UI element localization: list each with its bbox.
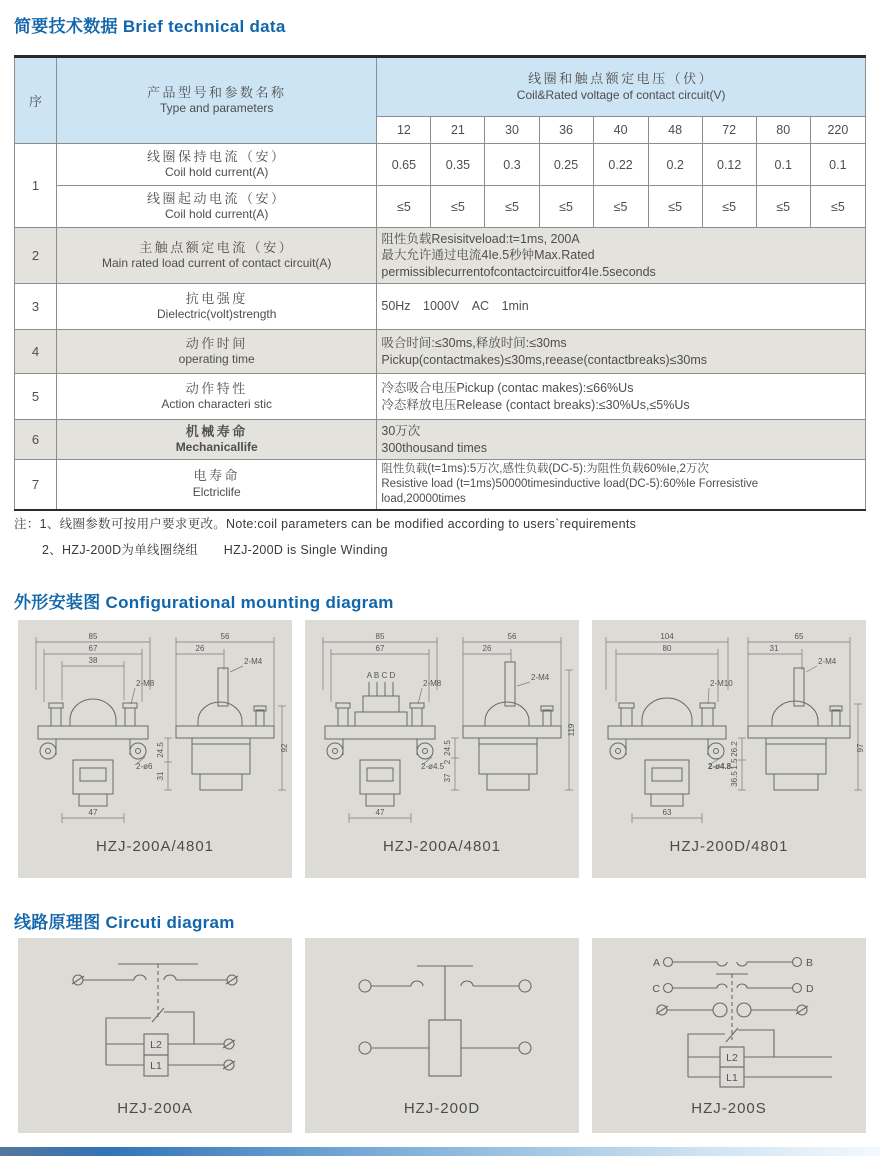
row4-cn: 动作时间 xyxy=(185,335,248,351)
row3-seq: 3 xyxy=(15,284,57,330)
col-header-voltage-cn: 线圈和触点额定电压（伏） xyxy=(528,71,715,87)
row6-value xyxy=(377,420,866,460)
row2-name xyxy=(57,228,377,284)
mounting-drawing-hzj200a xyxy=(18,620,292,830)
row2-line2: 最大允许通过电流4Ie.5秒钟Max.Rated xyxy=(381,248,595,263)
coil-label-l1: L1 xyxy=(726,1072,738,1084)
terminal-d-label: D xyxy=(806,983,814,995)
hold-value: 0.2 xyxy=(648,144,702,186)
row7-seq: 7 xyxy=(15,460,57,510)
row4-value xyxy=(377,330,866,374)
dim-side-v1: 24.5 xyxy=(443,740,452,756)
circuit-drawing-hzj200a xyxy=(18,946,292,1096)
row2-line1: 阻性负载Resisitveload:t=1ms, 200A xyxy=(381,232,580,247)
row1-start-name xyxy=(57,186,377,228)
row7-line2: Resistive load (t=1ms)50000timesinductive load(DC-5):60%Ie Forresistive xyxy=(381,477,759,490)
dim-side-v3: 37 xyxy=(443,773,452,783)
row5-cn: 动作特性 xyxy=(185,380,248,396)
circuit-panel-2 xyxy=(305,938,579,1133)
hold-value: 0.25 xyxy=(539,144,593,186)
start-value: ≤5 xyxy=(485,186,539,228)
start-value: ≤5 xyxy=(431,186,485,228)
voltage-col-48: 48 xyxy=(648,117,702,144)
dim-side-screw: 2-M4 xyxy=(244,657,263,666)
technical-data-table xyxy=(14,55,866,511)
start-value: ≤5 xyxy=(810,186,865,228)
row4-line2: Pickup(contactmakes)≤30ms,reease(contactbreaks)≤30ms xyxy=(381,352,708,367)
coil-label-l1: L1 xyxy=(150,1060,162,1072)
dim-side-v3: 36.5 xyxy=(730,771,739,787)
voltage-col-36: 36 xyxy=(539,117,593,144)
row5-value xyxy=(377,374,866,420)
dim-front-bottom: 47 xyxy=(88,808,98,817)
dim-front-bolt: 2-M8 xyxy=(136,679,155,688)
voltage-col-12: 12 xyxy=(377,117,431,144)
circuit-panel-1 xyxy=(18,938,292,1133)
row3-cn: 抗电强度 xyxy=(185,290,248,306)
dim-side-w2: 26 xyxy=(482,644,492,653)
mounting-panel-1-label: HZJ-200A/4801 xyxy=(95,838,215,855)
note-2: 2、HZJ-200D为单线圈绕组 HZJ-200D is Single Winding xyxy=(42,543,388,557)
dim-side-w2: 26 xyxy=(195,644,205,653)
circuit-panel-3-label: HZJ-200S xyxy=(691,1100,767,1117)
mounting-title: 外形安装图 Configurational mounting diagram xyxy=(14,593,394,612)
row1-start-cn: 线圈起动电流（安） xyxy=(146,190,287,206)
dim-side-w1: 56 xyxy=(507,632,517,641)
dim-side-v1: 24.5 xyxy=(156,742,165,758)
dim-side-height: 97 xyxy=(856,743,865,753)
row6-cn: 机械寿命 xyxy=(185,423,248,439)
dim-side-height: 92 xyxy=(280,743,289,753)
row7-line3: load,20000times xyxy=(381,492,466,505)
hold-value: 0.65 xyxy=(377,144,431,186)
row3-line1: 50Hz 1000V AC 1min xyxy=(381,299,529,314)
dim-side-v2: 1.5 xyxy=(730,758,739,770)
start-value: ≤5 xyxy=(377,186,431,228)
row5-name xyxy=(57,374,377,420)
mounting-panel-3 xyxy=(592,620,866,878)
dim-side-w1: 65 xyxy=(794,632,804,641)
dim-side-v2: 2 xyxy=(443,759,452,765)
row1-start-en: Coil hold current(A) xyxy=(165,207,269,222)
voltage-col-30: 30 xyxy=(485,117,539,144)
row6-line2: 300thousand times xyxy=(381,440,488,455)
hold-value: 0.1 xyxy=(756,144,810,186)
dim-side-w2: 31 xyxy=(769,644,779,653)
dim-front-w2: 80 xyxy=(662,644,672,653)
mounting-panel-2-label: HZJ-200A/4801 xyxy=(382,838,502,855)
col-header-voltage-en: Coil&Rated voltage of contact circuit(V) xyxy=(516,87,726,102)
mounting-panel-3-label: HZJ-200D/4801 xyxy=(669,838,789,855)
row5-line1: 冷态吸合电压Pickup (contac makes):≤66%Us xyxy=(381,381,634,396)
row5-line2: 冷态释放电压Release (contact breaks):≤30%Us,≤5%Us xyxy=(381,397,690,412)
row5-seq: 5 xyxy=(15,374,57,420)
row4-name xyxy=(57,330,377,374)
row7-name xyxy=(57,460,377,510)
row1-seq: 1 xyxy=(15,144,57,228)
row2-line3: permissiblecurrentofcontactcircuitfor4Ie.5seconds xyxy=(381,264,656,279)
row4-line1: 吸合时间:≤30ms,释放时间:≤30ms xyxy=(381,336,567,351)
start-value: ≤5 xyxy=(539,186,593,228)
dim-front-hole: 2-ø4.8 xyxy=(708,762,732,771)
dim-front-hole: 2-ø4.5 xyxy=(421,762,445,771)
col-header-type-en: Type and parameters xyxy=(160,101,274,116)
start-value: ≤5 xyxy=(648,186,702,228)
row4-en: operating time xyxy=(178,352,255,367)
circuit-title: 线路原理图 Circuti diagram xyxy=(14,913,235,932)
start-value: ≤5 xyxy=(702,186,756,228)
dim-front-w2: 67 xyxy=(88,644,98,653)
col-header-voltage xyxy=(377,57,866,117)
start-value: ≤5 xyxy=(756,186,810,228)
dim-side-screw: 2-M4 xyxy=(818,657,837,666)
row2-en: Main rated load current of contact circuit(A) xyxy=(101,256,332,271)
coil-label-l2: L2 xyxy=(726,1052,738,1064)
row6-line1: 30万次 xyxy=(381,424,421,439)
dim-front-bolt: 2-M10 xyxy=(710,679,733,688)
circuit-drawing-hzj200d xyxy=(305,946,579,1096)
row2-value xyxy=(377,228,866,284)
row6-name xyxy=(57,420,377,460)
hold-value: 0.12 xyxy=(702,144,756,186)
dim-side-w1: 56 xyxy=(220,632,230,641)
dim-side-height: 119 xyxy=(567,723,576,737)
row3-name xyxy=(57,284,377,330)
row1-hold-name xyxy=(57,144,377,186)
mounting-panel-1 xyxy=(18,620,292,878)
dim-front-bolt: 2-M8 xyxy=(423,679,442,688)
dim-front-w1: 85 xyxy=(375,632,385,641)
circuit-panel-2-label: HZJ-200D xyxy=(403,1100,481,1117)
col-header-type-cn: 产品型号和参数名称 xyxy=(146,84,287,100)
mounting-drawing-hzj200d xyxy=(592,620,866,830)
dim-front-bottom: 63 xyxy=(662,808,672,817)
mounting-drawing-hzj200a-aux xyxy=(305,620,579,830)
hold-value: 0.1 xyxy=(810,144,865,186)
dim-side-v2: 31 xyxy=(156,771,165,781)
dim-front-hole: 2-ø6 xyxy=(136,762,153,771)
hold-value: 0.22 xyxy=(593,144,648,186)
dim-front-w1: 85 xyxy=(88,632,98,641)
brief-data-title: 简要技术数据 Brief technical data xyxy=(14,17,286,36)
pin-labels: A B C D xyxy=(366,671,396,680)
row7-en: Elctriclife xyxy=(192,485,241,500)
dim-front-w1: 104 xyxy=(660,632,674,641)
row3-value xyxy=(377,284,866,330)
start-value: ≤5 xyxy=(593,186,648,228)
circuit-drawing-hzj200s xyxy=(592,946,866,1096)
hold-value: 0.3 xyxy=(485,144,539,186)
terminal-a-label: A xyxy=(652,957,660,969)
row2-cn: 主触点额定电流（安） xyxy=(139,239,295,255)
voltage-col-40: 40 xyxy=(593,117,648,144)
terminal-b-label: B xyxy=(806,957,814,969)
row7-cn: 电寿命 xyxy=(193,468,240,484)
circuit-panel-3 xyxy=(592,938,866,1133)
terminal-c-label: C xyxy=(652,983,660,995)
row7-value xyxy=(377,460,866,510)
dim-front-bottom: 47 xyxy=(375,808,385,817)
voltage-col-220: 220 xyxy=(810,117,865,144)
circuit-panel-1-label: HZJ-200A xyxy=(117,1100,193,1117)
col-header-type xyxy=(57,57,377,144)
col-header-seq: 序 xyxy=(15,57,57,144)
row3-en: Dielectric(volt)strength xyxy=(157,307,277,322)
dim-front-w3: 38 xyxy=(88,656,98,665)
row2-seq: 2 xyxy=(15,228,57,284)
row1-hold-en: Coil hold current(A) xyxy=(165,165,269,180)
mounting-panel-2 xyxy=(305,620,579,878)
note-1: 注：1、线圈参数可按用户要求更改。Note:coil parameters can be modified according to users`requirements xyxy=(14,517,637,531)
row6-seq: 6 xyxy=(15,420,57,460)
coil-label-l2: L2 xyxy=(150,1039,162,1051)
row4-seq: 4 xyxy=(15,330,57,374)
voltage-col-72: 72 xyxy=(702,117,756,144)
dim-side-screw: 2-M4 xyxy=(531,673,550,682)
hold-value: 0.35 xyxy=(431,144,485,186)
row7-line1: 阻性负载(t=1ms):5万次,感性负载(DC-5):为阻性负载60%Ie,2万次 xyxy=(381,462,709,475)
footer-gradient-bar xyxy=(0,1147,880,1156)
dim-side-v1: 26.2 xyxy=(730,741,739,757)
voltage-col-80: 80 xyxy=(756,117,810,144)
dim-front-w2: 67 xyxy=(375,644,385,653)
row1-hold-cn: 线圈保持电流（安） xyxy=(146,148,287,164)
row6-en: Mechanicallife xyxy=(175,440,258,455)
row5-en: Action characteri stic xyxy=(161,397,273,412)
voltage-col-21: 21 xyxy=(431,117,485,144)
